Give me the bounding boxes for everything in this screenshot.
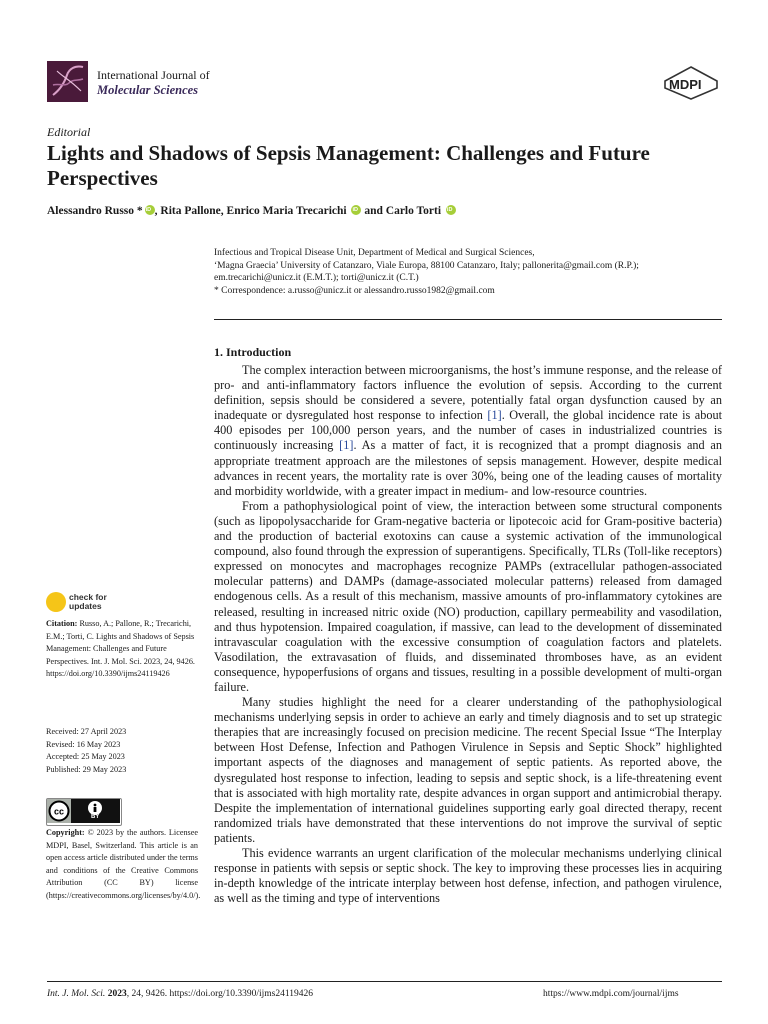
footer-year: 2023 <box>107 989 127 999</box>
footer-divider <box>47 981 722 982</box>
paragraph: This evidence warrants an urgent clarification of the molecular mechanisms underlying clinical response in patients with sepsis or septic shock. The key to improving these processes lies in acquiring in-depth knowledge of the intricate interplay between host defense, infection, and pathogen virulence, as well as the timing and type of interventions <box>214 846 722 906</box>
copyright-block <box>46 827 201 902</box>
journal-name-line2: Molecular Sciences <box>97 83 199 97</box>
copyright-label: Copyright: <box>46 828 85 837</box>
paragraph: Many studies highlight the need for a clearer understanding of the pathophysiological mechanisms underlying sepsis in order to achieve an early and timely diagnosis and to set up strategic therapies that are increasingly focused on precision medicine. The recent Special Issue “The Interplay between Host Defense, Infection and Pathogen Virulence in Sepsis and Septic Shock” highlighted important aspects of the diagnoses and management of septic patients. As reported above, the dysregulated host response to infection, leading to sepsis and septic shock, is a life-threatening event that is associated with high mortality rate, despite advances in organ support and antimicrobial therapy. Despite the implementation of international guidelines supporting early goal directed therapy, recent randomized trials have demonstrated that these interventions do not improve the survival of septic patients. <box>214 695 722 845</box>
section-heading: 1. Introduction <box>214 345 292 359</box>
date-received: Received: 27 April 2023 <box>46 727 127 736</box>
citation-label: Citation: <box>46 619 78 628</box>
svg-text:cc: cc <box>53 806 65 817</box>
publisher-label: MDPI <box>669 77 702 92</box>
author-list <box>47 205 456 217</box>
check-updates-label[interactable] <box>69 593 107 611</box>
footer-citation <box>47 989 313 999</box>
date-revised: Revised: 16 May 2023 <box>46 739 121 749</box>
article-title: Lights and Shadows of Sepsis Management: Challenges and Future Perspectives <box>47 141 650 190</box>
cc-by-label: BY <box>91 814 100 820</box>
author-name: , Rita Pallone, Enrico Maria Trecarichi <box>154 205 350 217</box>
journal-name-line1: International Journal of <box>97 68 210 82</box>
dates-block <box>46 726 198 776</box>
date-accepted: Accepted: 25 May 2023 <box>46 752 125 761</box>
orcid-icon[interactable] <box>351 205 361 215</box>
affiliations <box>214 247 724 298</box>
reference-link[interactable]: [1] <box>487 408 502 423</box>
citation-block <box>46 618 198 681</box>
reference-link[interactable]: [1] <box>339 438 354 453</box>
footer-journal-link[interactable]: https://www.mdpi.com/journal/ijms <box>543 989 679 999</box>
paragraph: From a pathophysiological point of view, the interaction between some structural components (such as lipopolysaccharide for Gram-negative bacteria or lipotecoic acid for Gram-positive bacteria) and the production of bacterial exotoxins can cause a systemic activation of the immunological compound, also found through the expression of superantigens. Specifically, TLRs (Toll-like receptors) expressed on monocytes and macrophages recognize PAMPs (extracellular pathogen-associated molecular patterns) and DAMPs (damage-associated molecular patterns) released from damaged endogenous cells. As a result of this mechanism, massive amounts of pro-inflammatory cytokines are released, resulting in increased nitric oxide (NO) production, capillary permeability and vasodilation, and thus hypotension. Impaired coagulation, if massive, can lead to the development of disseminated intravascular coagulation with the excessive consumption of coagulation factors and platelets. Vasodilation, the extravasation of fluids, and disseminated thromboses have, as an evident consequence, hypoperfusions of organs and tissues, resulting in a possible development of multi-organ failure. <box>214 498 722 694</box>
footer-journal: Int. J. Mol. Sci. <box>47 989 106 999</box>
paragraph: The complex interaction between microorganisms, the host’s immune response, and the release of pro- and anti-inflammatory factors influence the evolution of sepsis. According to the current definition, sepsis should be considered a severe, potentially fatal organ dysfunction caused by an inadequate or dysregulated host response to infection [1]. Overall, the global incidence rate is about 400 episodes per 100,000 person years, and the number of cases in industrialized countries is continuously increasing [1]. As a matter of fact, it is recognized that a prompt diagnosis and an appropriate treatment approach are the milestones of sepsis management. However, despite medical advances in recent years, the mortality rate is over 30%, being one of the leading causes of mortality and morbidity worldwide, with a greater impact in medium- and low-resource countries. <box>214 363 722 498</box>
date-published: Published: 29 May 2023 <box>46 764 127 774</box>
affiliation-line: em.trecarichi@unicz.it (E.M.T.); torti@unicz.it (C.T.) <box>214 273 419 284</box>
body-text <box>214 363 722 906</box>
check-updates-icon[interactable] <box>46 592 66 612</box>
check-updates-line1: check for <box>69 592 107 602</box>
orcid-icon[interactable] <box>446 205 456 215</box>
journal-logo <box>47 61 88 102</box>
mdpi-logo <box>662 66 720 100</box>
affiliation-line: Infectious and Tropical Disease Unit, Department of Medical and Surgical Sciences, <box>214 248 535 258</box>
orcid-icon[interactable] <box>145 205 155 215</box>
citation-text: Russo, A.; Pallone, R.; Trecarichi, E.M.; Torti, C. Lights and Shadows of Sepsis Management: Challenges and Future Perspectives. Int. J. Mol. Sci. 2023, 24, 9426. https://doi.org/10.3390/ijms24119426 <box>46 619 195 678</box>
correspondence-line: * Correspondence: a.russo@unicz.it or alessandro.russo1982@gmail.com <box>214 286 495 297</box>
affiliation-line: ‘Magna Graecia’ University of Catanzaro, Viale Europa, 88100 Catanzaro, Italy; pallonerita@gmail.com (R.P.); <box>214 260 639 271</box>
article-type: Editorial <box>47 125 91 139</box>
cc-logo-icon <box>47 799 71 823</box>
author-name: Alessandro Russo * <box>47 205 143 217</box>
footer-doi[interactable]: , 24, 9426. https://doi.org/10.3390/ijms24119426 <box>126 989 314 999</box>
author-name: and Carlo Torti <box>361 205 444 217</box>
check-updates-line2: updates <box>69 601 102 611</box>
cc-by-icon <box>71 799 120 823</box>
copyright-text: © 2023 by the authors. Licensee MDPI, Basel, Switzerland. This article is an open access article distributed under the terms and conditions of the Creative Commons Attribution (CC BY) license (https://creativecommons.org/licenses/by/4.0/). <box>46 828 201 900</box>
divider <box>214 319 722 320</box>
